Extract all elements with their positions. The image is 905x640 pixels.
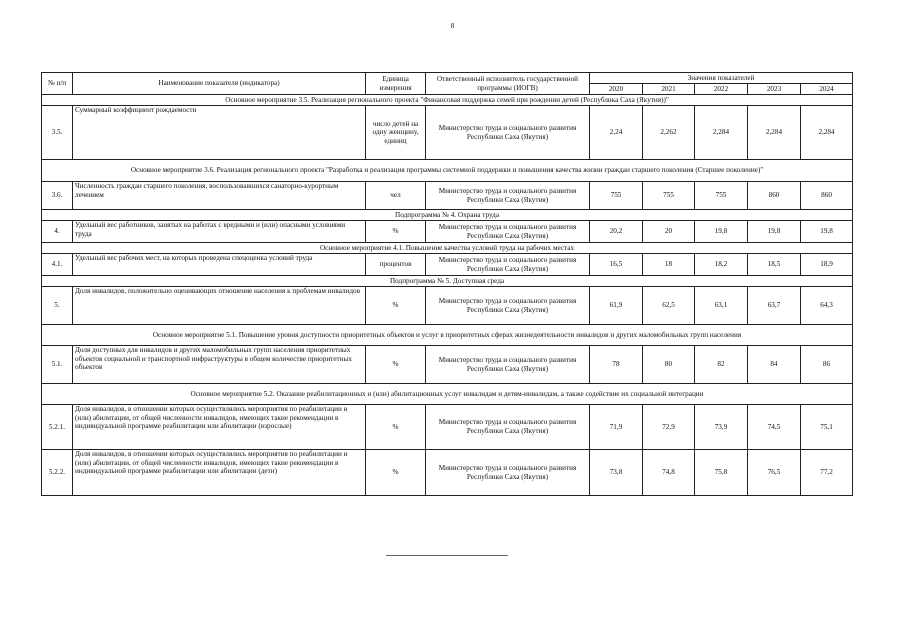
value-cell: 73,8	[590, 450, 643, 496]
value-cell: 75,8	[695, 450, 748, 496]
value-cell: 860	[748, 182, 801, 210]
value-cell: 2,24	[590, 106, 643, 160]
value-cell: 755	[590, 182, 643, 210]
executor-cell: Министерство труда и социального развития Республики Саха (Якутия)	[426, 450, 590, 496]
row-number: 4.1.	[42, 254, 73, 276]
value-cell: 20,2	[590, 221, 643, 243]
section-row	[42, 276, 853, 287]
indicator-name: Суммарный коэффициент рождаемости	[73, 106, 366, 160]
header-year: 2024	[801, 84, 853, 95]
value-cell: 63,7	[748, 287, 801, 325]
row-number: 5.1.	[42, 346, 73, 384]
value-cell: 75,1	[801, 405, 853, 450]
section-title: Подпрограмма № 5. Доступная среда	[42, 276, 853, 287]
section-row	[42, 384, 853, 405]
executor-cell: Министерство труда и социального развития Республики Саха (Якутия)	[426, 287, 590, 325]
section-title: Подпрограмма № 4. Охрана труда	[42, 210, 853, 221]
value-cell: 18,5	[748, 254, 801, 276]
indicator-name: Численность граждан старшего поколения, воспользовавшихся санаторно-курортным лечением	[73, 182, 366, 210]
table-row	[42, 346, 853, 384]
header-executor: Ответственный исполнитель государственной программы (ИОГВ)	[426, 73, 590, 95]
header-values: Значения показателей	[590, 73, 853, 84]
indicator-name: Доля доступных для инвалидов и других маломобильных групп населения приоритетных объектов социальной и транспортной инфраструктуры в общем количестве приоритетных объектов	[73, 346, 366, 384]
header-year: 2023	[748, 84, 801, 95]
value-cell: 2,262	[643, 106, 695, 160]
row-number: 4.	[42, 221, 73, 243]
value-cell: 19,8	[801, 221, 853, 243]
value-cell: 18	[643, 254, 695, 276]
indicator-name: Удельный вес рабочих мест, на которых проведена спецоценка условий труда	[73, 254, 366, 276]
section-title: Основное мероприятие 4.1. Повышение качества условий труда на рабочих местах	[42, 243, 853, 254]
unit-cell: чел	[366, 182, 426, 210]
indicator-name: Удельный вес работников, занятых на работах с вредными и (или) опасными условиями труда	[73, 221, 366, 243]
section-row	[42, 95, 853, 106]
value-cell: 19,8	[695, 221, 748, 243]
value-cell: 2,284	[801, 106, 853, 160]
header-year: 2020	[590, 84, 643, 95]
executor-cell: Министерство труда и социального развития Республики Саха (Якутия)	[426, 346, 590, 384]
value-cell: 61,9	[590, 287, 643, 325]
header-name: Наименование показателя (индикатора)	[73, 73, 366, 95]
table-row	[42, 254, 853, 276]
indicators-table	[41, 72, 853, 496]
table-row	[42, 221, 853, 243]
value-cell: 2,284	[695, 106, 748, 160]
executor-cell: Министерство труда и социального развития Республики Саха (Якутия)	[426, 221, 590, 243]
row-number: 3.6.	[42, 182, 73, 210]
section-title: Основное мероприятие 3.5. Реализация регионального проекта "Финансовая поддержка семей при рождении детей (Республика Саха (Якутия))"	[42, 95, 853, 106]
header-year: 2021	[643, 84, 695, 95]
header-year: 2022	[695, 84, 748, 95]
unit-cell: %	[366, 450, 426, 496]
section-row	[42, 210, 853, 221]
row-number: 5.	[42, 287, 73, 325]
value-cell: 63,1	[695, 287, 748, 325]
indicator-name: Доля инвалидов, положительно оценивающих отношение населения к проблемам инвалидов	[73, 287, 366, 325]
header-unit: Единица измерения	[366, 73, 426, 95]
value-cell: 76,5	[748, 450, 801, 496]
table-row	[42, 405, 853, 450]
section-row	[42, 243, 853, 254]
value-cell: 78	[590, 346, 643, 384]
unit-cell: %	[366, 221, 426, 243]
value-cell: 74,8	[643, 450, 695, 496]
section-title: Основное мероприятие 3.6. Реализация регионального проекта "Разработка и реализация программы системной поддержки и повышения качества жизни граждан старшего поколения (Старшее поколение)"	[42, 160, 853, 182]
value-cell: 73,9	[695, 405, 748, 450]
value-cell: 77,2	[801, 450, 853, 496]
value-cell: 86	[801, 346, 853, 384]
indicator-name: Доля инвалидов, в отношении которых осуществлялись мероприятия по реабилитации и (или) абилитации, от общей численности инвалидов, имеющих такие рекомендации в индивидуальной программе реабилитации или абилитации (дети)	[73, 450, 366, 496]
table-body	[42, 95, 853, 496]
value-cell: 2,284	[748, 106, 801, 160]
table-row	[42, 106, 853, 160]
section-title: Основное мероприятие 5.1. Повышение уровня доступности приоритетных объектов и услуг в приоритетных сферах жизнедеятельности инвалидов и других маломобильных групп населения	[42, 325, 853, 346]
executor-cell: Министерство труда и социального развития Республики Саха (Якутия)	[426, 254, 590, 276]
value-cell: 72,9	[643, 405, 695, 450]
header-num: № п/п	[42, 73, 73, 95]
executor-cell: Министерство труда и социального развития Республики Саха (Якутия)	[426, 182, 590, 210]
footer-divider	[386, 555, 508, 556]
value-cell: 755	[643, 182, 695, 210]
unit-cell: процентов	[366, 254, 426, 276]
value-cell: 64,3	[801, 287, 853, 325]
row-number: 5.2.1.	[42, 405, 73, 450]
section-row	[42, 160, 853, 182]
value-cell: 71,9	[590, 405, 643, 450]
executor-cell: Министерство труда и социального развития Республики Саха (Якутия)	[426, 405, 590, 450]
row-number: 5.2.2.	[42, 450, 73, 496]
value-cell: 19,8	[748, 221, 801, 243]
section-title: Основное мероприятие 5.2. Оказание реабилитационных и (или) абилитационных услуг инвалидам и детям-инвалидам, а также содействие их социальной интеграции	[42, 384, 853, 405]
value-cell: 18,9	[801, 254, 853, 276]
indicator-name: Доля инвалидов, в отношении которых осуществлялись мероприятия по реабилитации и (или) абилитации, от общей численности инвалидов, имеющих такие рекомендации в индивидуальной программе реабилитации или абилитации (взрослые)	[73, 405, 366, 450]
unit-cell: %	[366, 287, 426, 325]
executor-cell: Министерство труда и социального развития Республики Саха (Якутия)	[426, 106, 590, 160]
table-row	[42, 287, 853, 325]
value-cell: 80	[643, 346, 695, 384]
table-row	[42, 182, 853, 210]
row-number: 3.5.	[42, 106, 73, 160]
value-cell: 755	[695, 182, 748, 210]
unit-cell: число детей на одну женщину, единиц	[366, 106, 426, 160]
unit-cell: %	[366, 346, 426, 384]
section-row	[42, 325, 853, 346]
value-cell: 74,5	[748, 405, 801, 450]
unit-cell: %	[366, 405, 426, 450]
value-cell: 18,2	[695, 254, 748, 276]
value-cell: 84	[748, 346, 801, 384]
value-cell: 20	[643, 221, 695, 243]
value-cell: 62,5	[643, 287, 695, 325]
table-row	[42, 450, 853, 496]
page-number: 8	[450, 22, 455, 30]
value-cell: 82	[695, 346, 748, 384]
value-cell: 860	[801, 182, 853, 210]
value-cell: 16,5	[590, 254, 643, 276]
